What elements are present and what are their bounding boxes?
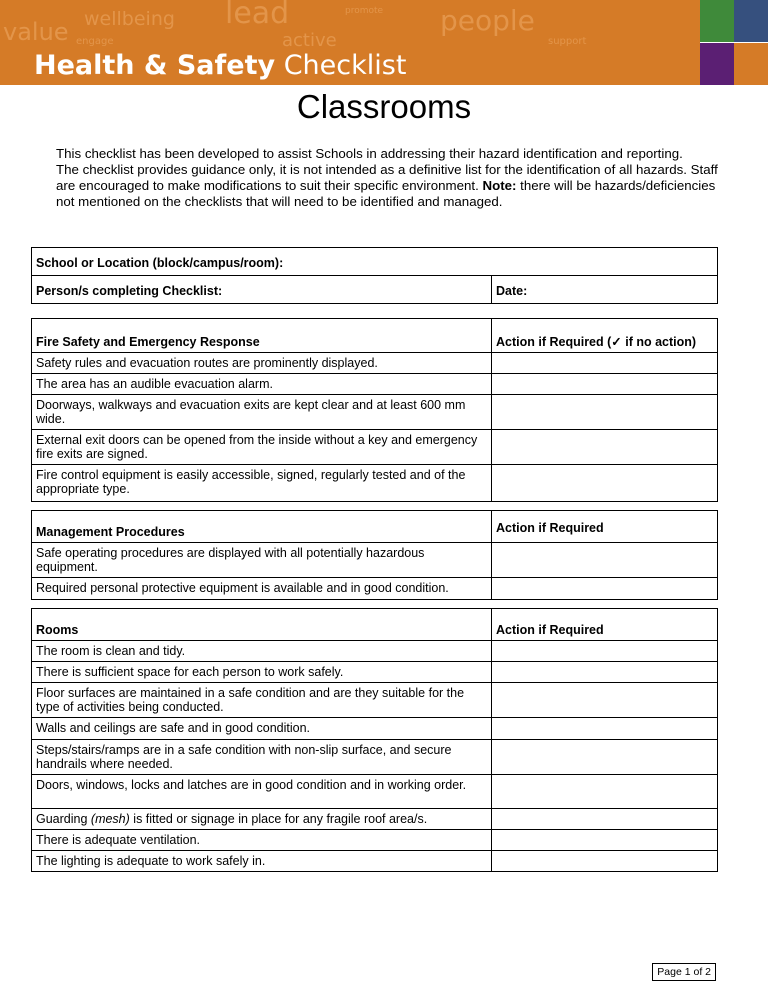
checklist-item: The lighting is adequate to work safely in. [32, 851, 492, 872]
info-table [31, 247, 718, 304]
banner-word: wellbeing [84, 8, 175, 30]
management-table [31, 510, 718, 600]
header-banner [0, 0, 700, 85]
checklist-item: Fire control equipment is easily accessible, signed, regularly tested and of the appropriate type. [32, 465, 492, 502]
banner-word: active [282, 30, 337, 51]
emphasis: (mesh) [90, 812, 130, 826]
action-cell[interactable] [492, 641, 718, 662]
checklist-item: Floor surfaces are maintained in a safe condition and are they suitable for the type of activities being conducted. [32, 683, 492, 718]
location-field[interactable]: School or Location (block/campus/room): [32, 248, 718, 276]
page-number: Page 1 of 2 [652, 963, 716, 981]
checklist-item: Guarding (mesh) is fitted or signage in place for any fragile roof area/s. [32, 809, 492, 830]
banner-word: value [3, 18, 69, 46]
fire-safety-table [31, 318, 718, 502]
checklist-item: The room is clean and tidy. [32, 641, 492, 662]
checklist-item: Required personal protective equipment is available and in good condition. [32, 578, 492, 600]
action-cell[interactable] [492, 374, 718, 395]
action-cell[interactable] [492, 718, 718, 740]
checklist-item: Safe operating procedures are displayed with all potentially hazardous equipment. [32, 543, 492, 578]
person-field[interactable]: Person/s completing Checklist: [32, 276, 492, 304]
action-header: Action if Required [492, 609, 718, 641]
action-cell[interactable] [492, 662, 718, 683]
action-cell[interactable] [492, 775, 718, 809]
section-title: Management Procedures [32, 511, 492, 543]
checklist-item: Steps/stairs/ramps are in a safe condition with non-slip surface, and secure handrails where needed. [32, 740, 492, 775]
action-cell[interactable] [492, 830, 718, 851]
banner-title: Health & Safety Checklist [34, 50, 407, 81]
action-cell[interactable] [492, 430, 718, 465]
action-cell[interactable] [492, 809, 718, 830]
logo [700, 0, 768, 85]
banner-word: people [440, 4, 535, 37]
checklist-item: Safety rules and evacuation routes are prominently displayed. [32, 353, 492, 374]
banner-word: engage [76, 36, 114, 47]
action-cell[interactable] [492, 465, 718, 502]
action-cell[interactable] [492, 543, 718, 578]
section-title: Fire Safety and Emergency Response [32, 319, 492, 353]
rooms-table [31, 608, 718, 872]
banner-word: promote [345, 6, 384, 16]
banner-word: lead [225, 0, 290, 31]
banner-word: support [548, 36, 587, 47]
action-cell[interactable] [492, 683, 718, 718]
checklist-item: Doorways, walkways and evacuation exits are kept clear and at least 600 mm wide. [32, 395, 492, 430]
action-cell[interactable] [492, 395, 718, 430]
checklist-item: The area has an audible evacuation alarm. [32, 374, 492, 395]
action-cell[interactable] [492, 353, 718, 374]
action-header: Action if Required [492, 511, 718, 543]
checklist-item: External exit doors can be opened from the inside without a key and emergency fire exits are signed. [32, 430, 492, 465]
checklist-item: Walls and ceilings are safe and in good condition. [32, 718, 492, 740]
action-cell[interactable] [492, 740, 718, 775]
section-title: Rooms [32, 609, 492, 641]
checklist-item: There is sufficient space for each person to work safely. [32, 662, 492, 683]
action-cell[interactable] [492, 851, 718, 872]
checklist-item: Doors, windows, locks and latches are in good condition and in working order. [32, 775, 492, 809]
action-header: Action if Required (✓ if no action) [492, 319, 718, 353]
action-cell[interactable] [492, 578, 718, 600]
intro-text: This checklist has been developed to assist Schools in addressing their hazard identification and reporting. The checklist provides guidance only, it is not intended as a definitive list for the identification of all hazards. Staff are encouraged to make modifications to suit their specific environment. Note: there will be hazards/deficiencies not mentioned on the checklists that will need to be identified and managed. [56, 146, 718, 209]
checklist-item: There is adequate ventilation. [32, 830, 492, 851]
date-field[interactable]: Date: [492, 276, 718, 304]
page-title: Classrooms [296, 88, 472, 125]
